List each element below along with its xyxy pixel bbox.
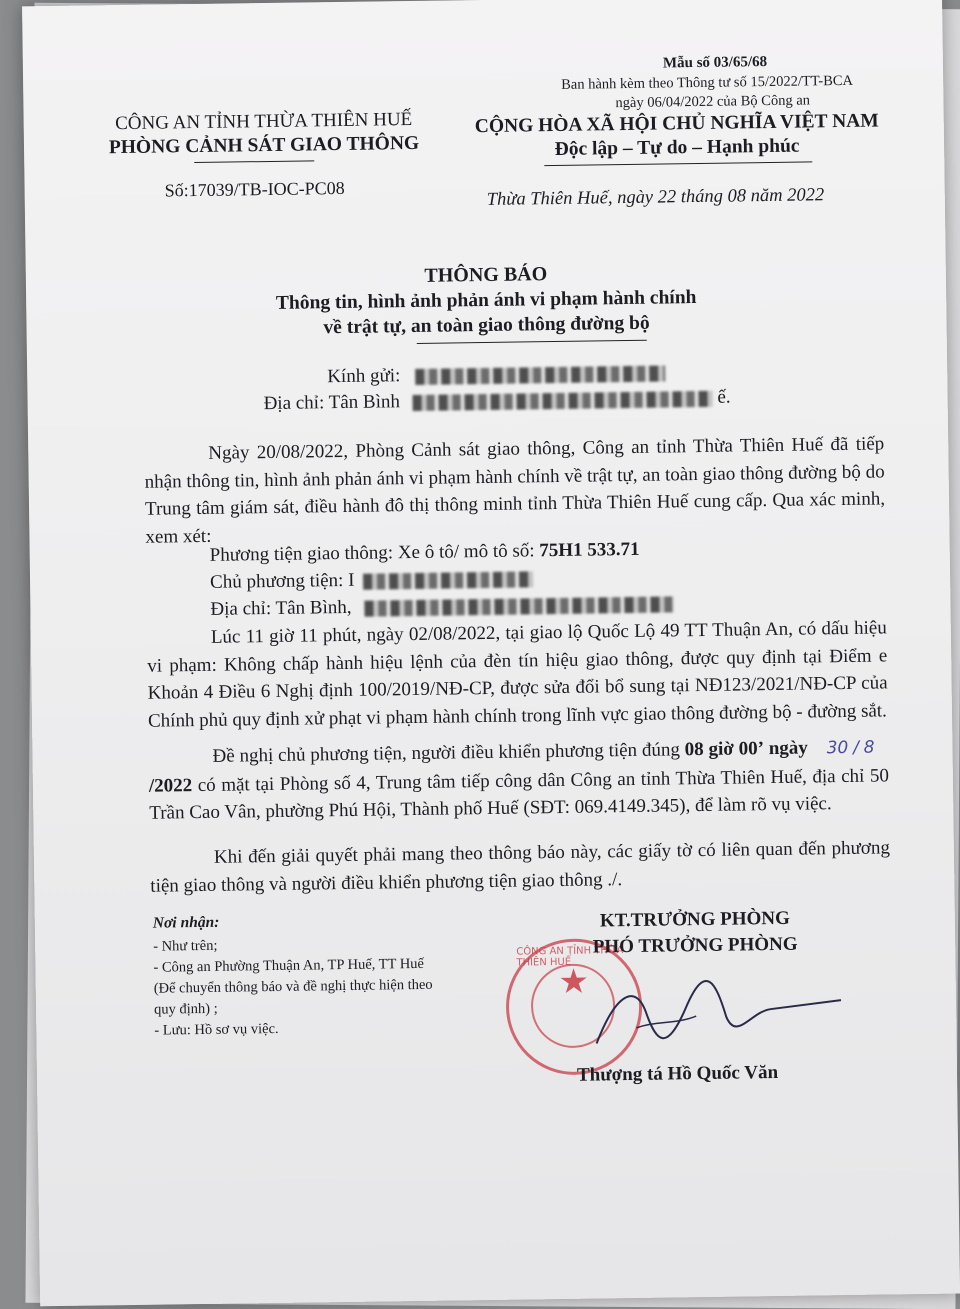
recipient-line xyxy=(327,361,665,388)
recipients-heading: Nơi nhận: xyxy=(152,913,220,932)
vehicle-line xyxy=(210,539,640,567)
owner-label: Chủ phương tiện: xyxy=(209,569,344,593)
document-page xyxy=(22,0,960,1306)
nation-slogan: Độc lập – Tự do – Hạnh phúc xyxy=(554,135,800,160)
body-paragraph-2: Lúc 11 giờ 11 phút, ngày 02/08/2022, tại giao lộ Quốc Lộ 49 TT Thuận An, có dấu hiệu vi phạm: Không chấp hành hiệu lệnh của đèn tín hiệu giao thông, được quy định tại Điểm e Khoản 4 Điều 6 Nghị định 100/2019/NĐ-CP, được sửa đổi bổ sung tại NĐ123/2021/NĐ-CP của Chính phủ quy định xử phạt vi phạm hành chính trong lĩnh vực giao thông đường bộ - đường sắt. xyxy=(147,617,888,732)
redacted-owner-name xyxy=(363,571,533,589)
stamp-ring-text: CÔNG AN TỈNH THỪA THIÊN HUẾ xyxy=(516,945,624,969)
p3-day-label: ngày xyxy=(768,737,808,760)
handwritten-day: 30 xyxy=(826,737,849,759)
title-underline xyxy=(417,340,647,344)
p3-start: Đề nghị chủ phương tiện, người điều khiển phương tiện đúng xyxy=(212,739,681,767)
nation-title: CỘNG HÒA XÃ HỘI CHỦ NGHĨA VIỆT NAM xyxy=(474,110,879,138)
notice-title: THÔNG BÁO xyxy=(424,263,548,287)
signer-name: Thượng tá Hồ Quốc Văn xyxy=(576,1061,779,1086)
recipients-item: - Như trên; xyxy=(153,937,218,955)
recipients-item: - Lưu: Hồ sơ vụ việc. xyxy=(154,1020,279,1039)
form-issued-line2: ngày 06/04/2022 của Bộ Công an xyxy=(615,92,811,112)
notice-subtitle-2: về trật tự, an toàn giao thông đường bộ xyxy=(323,312,650,339)
recipient-address-label: Địa chỉ: Tân Bình xyxy=(263,391,401,415)
recipient-address-line xyxy=(263,387,730,416)
recipient-label: Kính gửi: xyxy=(327,365,401,388)
slogan-underline xyxy=(544,161,812,166)
issuer-agency: CÔNG AN TỈNH THỪA THIÊN HUẾ xyxy=(114,108,413,135)
handwritten-month: 8 xyxy=(863,737,875,758)
handwritten-signature xyxy=(576,970,857,1064)
recipient-address-end: ế. xyxy=(717,386,731,408)
signature-title-1: KT.TRƯỞNG PHÒNG xyxy=(599,907,790,932)
issuer-underline xyxy=(194,160,314,163)
body-paragraph-3: Đề nghị chủ phương tiện, người điều khiển phương tiện đúng 08 giờ 00’ ngày 30 / 8 /2022 có mặt tại Phòng số 4, Trung tâm tiếp công dân Công an tỉnh Thừa Thiên Huế, địa chỉ 50 Trần Cao Vân, phường Phú Hội, Thành phố Huế (SĐT: 069.4149.345), để làm rõ vụ việc. xyxy=(148,737,890,824)
vehicle-plate: 75H1 533.71 xyxy=(539,538,640,562)
form-issued-line1: Ban hành kèm theo Thông tư số 15/2022/TT-BCA xyxy=(561,72,854,93)
owner-initial: I xyxy=(347,569,355,591)
owner-address-line xyxy=(210,592,674,620)
body-paragraph-1: Ngày 20/08/2022, Phòng Cảnh sát giao thông, Công an tỉnh Thừa Thiên Huế đã tiếp nhận thông tin, hình ảnh phản ánh vi phạm hành chính về trật tự, an toàn giao thông đường bộ do Trung tâm giám sát, điều hành đô thị thông minh tỉnh Thừa Thiên Huế cung cấp. Qua xác minh, xem xét: xyxy=(144,433,886,548)
p3-time: 08 giờ 00’ xyxy=(684,738,765,761)
redacted-recipient-address xyxy=(413,390,713,410)
p3-year: /2022 xyxy=(148,774,193,797)
form-code: Mẫu số 03/65/68 xyxy=(662,54,768,72)
notice-subtitle-1: Thông tin, hình ảnh phản ánh vi phạm hành chính xyxy=(275,287,697,314)
redacted-recipient-name xyxy=(415,365,665,384)
issuer-department: PHÒNG CẢNH SÁT GIAO THÔNG xyxy=(108,132,420,159)
redacted-owner-address xyxy=(364,596,674,616)
owner-line xyxy=(210,567,533,594)
document-number: Số:17039/TB-IOC-PC08 xyxy=(164,177,345,201)
owner-address-label: Địa chỉ: Tân Bình, xyxy=(210,596,352,620)
recipients-list xyxy=(153,933,433,1042)
recipients-item: (Để chuyển thông báo và đề nghị thực hiện theo xyxy=(153,976,433,997)
recipients-item: - Công an Phường Thuận An, TP Huế, TT Huế xyxy=(153,955,425,976)
star-icon: ★ xyxy=(558,961,590,1003)
vehicle-label: Phương tiện giao thông: Xe ô tô/ mô tô số: xyxy=(209,540,535,566)
place-date: Thừa Thiên Huế, ngày 22 tháng 08 năm 2022 xyxy=(486,185,825,210)
recipients-item: quy định) ; xyxy=(153,1000,218,1018)
signature-title-2: PHÓ TRƯỞNG PHÒNG xyxy=(592,933,798,958)
p3-rest: có mặt tại Phòng số 4, Trung tâm tiếp công dân Công an tỉnh Thừa Thiên Huế, địa chỉ 50 Trần Cao Vân, phường Phú Hội, Thành phố Huế (SĐT: 069.4149.345), để làm rõ vụ việc. xyxy=(149,764,890,824)
body-paragraph-4: Khi đến giải quyết phải mang theo thông báo này, các giấy tờ có liên quan đến phương tiện giao thông và người điều khiển phương tiện giao thông ./. xyxy=(150,837,891,897)
